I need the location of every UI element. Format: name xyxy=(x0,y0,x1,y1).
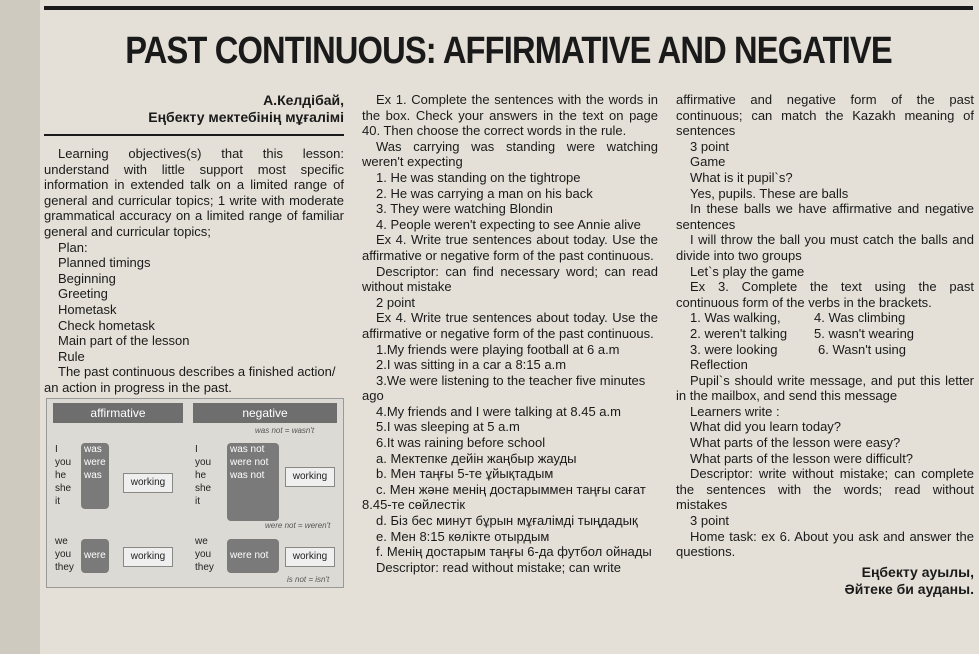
sentence: 2.I was sitting in a car a 8:15 a.m xyxy=(376,357,567,373)
dialogue-line: In these balls we have affirmative and negative sentences xyxy=(676,201,974,232)
sentence: 1. He was standing on the tightrope xyxy=(376,169,581,185)
kazakh-sentence: a. Мектепке дейін жаңбыр жауды xyxy=(376,450,577,466)
points: 3 point xyxy=(690,138,730,154)
question: What parts of the lesson were difficult? xyxy=(690,450,914,466)
affirmative-header: affirmative xyxy=(53,403,183,423)
divider xyxy=(44,134,344,136)
affirmative-verb-box: was were was xyxy=(81,443,109,509)
sentence: 1.My friends were playing football at 6 a.m xyxy=(376,341,620,357)
answer-row: 3. were looking 6. Wasn't using xyxy=(690,341,906,357)
plan-item: Beginning xyxy=(58,270,116,286)
working-box: working xyxy=(285,547,335,567)
exercise-4-instructions: Ex 4. Write true sentences about today. Use the affirmative or negative form of the past continuous. xyxy=(362,232,658,263)
descriptor: Descriptor: write without mistake; can complete the sentences with the words; read without mistakes xyxy=(676,466,974,513)
contraction-note: was not = wasn't xyxy=(255,426,315,435)
reflection-text: Pupil`s should write message, and put this letter in the mailbox, and send this message xyxy=(676,372,974,404)
plan-item: Rule xyxy=(58,348,85,364)
pronoun-list: we you they xyxy=(55,536,74,573)
home-task: Home task: ex 6. About you ask and answer the questions. xyxy=(676,528,974,560)
article-title: PAST CONTINUOUS: AFFIRMATIVE AND NEGATIVE xyxy=(125,30,892,72)
page-edge xyxy=(0,0,40,654)
sentence: 4.My friends and I were talking at 8.45 a.m xyxy=(376,403,621,419)
dialogue-line: I will throw the ball you must catch the balls and divide into two groups xyxy=(676,232,974,263)
dialogue-line: Let`s play the game xyxy=(690,263,805,279)
sentence: 3. They were watching Blondin xyxy=(376,201,553,217)
exercise-3-instructions: Ex 3. Complete the text using the past continuous form of the verbs in the brackets. xyxy=(676,279,974,310)
negative-verb-box: was not were not was not xyxy=(227,443,279,521)
exercise-1-instructions: Ex 1. Complete the sentences with the words in the box. Check your answers in the text on page 40. Then choose the correct words in the rule. xyxy=(362,92,658,139)
descriptor: Descriptor: can find necessary word; can read without mistake xyxy=(362,263,658,295)
kazakh-sentence: b. Мен таңғы 5-те ұйықтадым xyxy=(376,466,554,482)
working-box: working xyxy=(285,467,335,487)
descriptor: Descriptor: read without mistake; can write xyxy=(376,559,621,575)
exercise-4-instructions: Ex 4. Write true sentences about today. Use the affirmative or negative form of the past continuous. xyxy=(362,310,658,341)
plan-item: Check hometask xyxy=(58,317,155,333)
grammar-chart-image xyxy=(46,398,344,588)
kazakh-sentence: c. Мен және менің достарыммен таңғы сағат 8.45-те сөйлестік xyxy=(362,481,646,513)
column-1 xyxy=(44,92,344,396)
contraction-note: is not = isn't xyxy=(287,575,330,584)
dialogue-line: Yes, pupils. These are balls xyxy=(690,185,849,201)
learning-objectives: Learning objectives(s) that this lesson: understand with little support most specific information in extended talk on a limited range of general and curricular topics; 1 write with moderate grammatical accuracy on a limited range of familiar general and curricular topics; xyxy=(44,146,344,239)
game-heading: Game xyxy=(690,154,726,170)
affirmative-verb-box: were xyxy=(81,539,109,573)
working-box: working xyxy=(123,547,173,567)
answer-row: 1. Was walking, 4. Was climbing xyxy=(690,310,906,326)
points: 2 point xyxy=(376,294,416,310)
word-box: Was carrying was standing were watching weren't expecting xyxy=(362,138,658,170)
sentence: 6.It was raining before school xyxy=(376,435,546,451)
kazakh-sentence: e. Мен 8:15 көлікте отырдым xyxy=(376,528,550,544)
sentence: 2. He was carrying a man on his back xyxy=(376,185,593,201)
descriptor-continued: affirmative and negative form of the past continuous; can match the Kazakh meaning of sentences xyxy=(676,92,974,139)
place-district: Әйтеке би ауданы. xyxy=(844,580,974,597)
sentence: 4. People weren't expecting to see Annie alive xyxy=(376,216,641,232)
reflection-heading: Reflection xyxy=(690,357,748,373)
author-role: Еңбекту мектебінің мұғалімі xyxy=(148,109,344,125)
question: What parts of the lesson were easy? xyxy=(690,435,901,451)
pronoun-list: I you he she it xyxy=(195,444,212,507)
plan-item: Plan: xyxy=(58,239,88,255)
answer-row: 2. weren't talking 5. wasn't wearing xyxy=(690,325,915,341)
plan-item: Hometask xyxy=(58,301,117,317)
sentence: 3.We were listening to the teacher five minutes ago xyxy=(362,372,646,404)
plan-item: Greeting xyxy=(58,286,108,302)
pronoun-list: we you they xyxy=(195,536,214,573)
reflection-text: Learners write : xyxy=(690,403,780,419)
column-2 xyxy=(362,92,658,575)
kazakh-sentence: f. Менің достарым таңғы 6-да футбол ойнады xyxy=(376,544,652,560)
pronoun-list: I you he she it xyxy=(55,444,72,507)
points: 3 point xyxy=(690,513,730,529)
negative-verb-box: were not xyxy=(227,539,279,573)
top-rule xyxy=(44,6,973,10)
author-name: А.Келдібай, xyxy=(263,92,344,108)
contraction-note: were not = weren't xyxy=(265,521,331,530)
column-3 xyxy=(676,92,974,598)
plan-item: Main part of the lesson xyxy=(58,333,190,349)
sentence: 5.I was sleeping at 5 a.m xyxy=(376,419,520,435)
plan-item: Planned timings xyxy=(58,255,151,271)
place-village: Еңбекту ауылы, xyxy=(861,563,974,580)
negative-header: negative xyxy=(193,403,337,423)
working-box: working xyxy=(123,473,173,493)
question: What did you learn today? xyxy=(690,419,842,435)
rule-text: The past continuous describes a finished action/ an action in progress in the past. xyxy=(44,364,336,395)
kazakh-sentence: d. Біз бес минут бұрын мұғалімді тыңдадық xyxy=(376,513,638,529)
dialogue-line: What is it pupil`s? xyxy=(690,169,793,185)
